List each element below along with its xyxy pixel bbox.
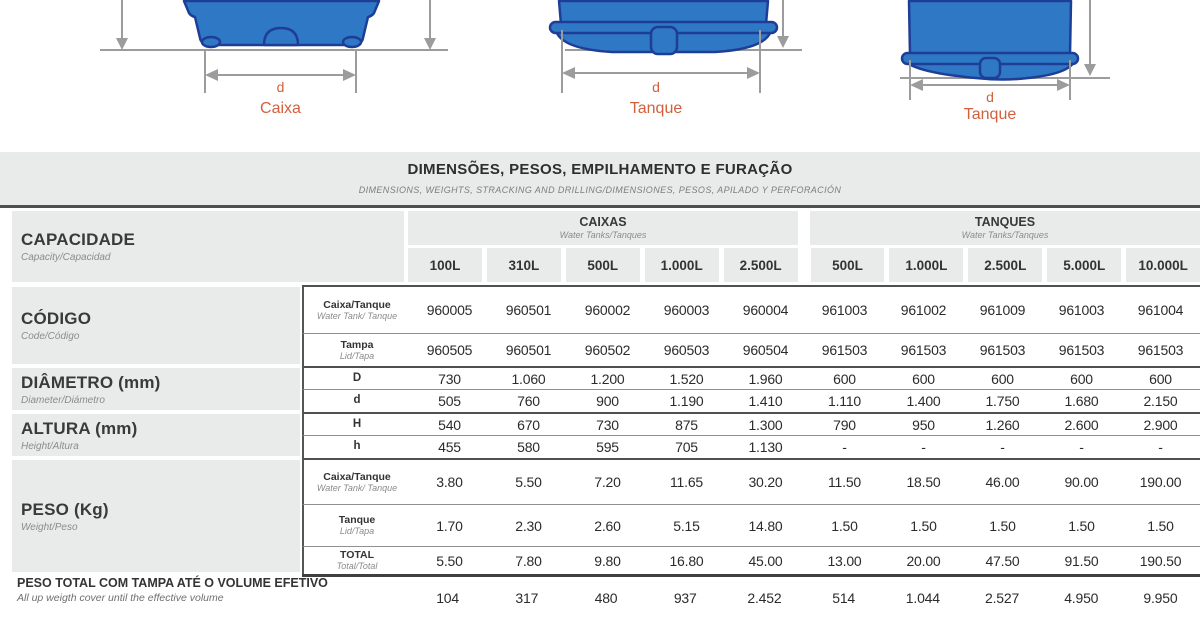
dimension-cell: 730 bbox=[438, 370, 461, 387]
dimension-cell: 455 bbox=[438, 439, 461, 455]
weight-cell: 5.50 bbox=[515, 474, 542, 490]
weight-cell: 13.00 bbox=[827, 552, 862, 569]
dimension-cell: 2.150 bbox=[1143, 393, 1178, 409]
weight-cell: 11.65 bbox=[670, 474, 703, 490]
section-subtitle: DIMENSIONS, WEIGHTS, STRACKING AND DRILLING/DIMENSIONES, PESOS, APILADO Y PERFORACIÓN bbox=[358, 185, 842, 195]
dimension-cell: 705 bbox=[675, 439, 698, 455]
total-weight-cell: 2.527 bbox=[985, 590, 1020, 606]
dimension-cell: 1.260 bbox=[985, 416, 1020, 433]
capacity-header-cell: 1.000L bbox=[889, 248, 963, 282]
total-weight-cell: 2.452 bbox=[747, 590, 782, 606]
weight-cell: 90.00 bbox=[1064, 474, 1099, 490]
weight-cell: 30.20 bbox=[748, 474, 783, 490]
row-sublabel: Caixa/Tanque Water Tank/ Tanque bbox=[316, 298, 398, 321]
code-cell: 960005 bbox=[426, 302, 473, 318]
total-weight-cell: 9.950 bbox=[1143, 590, 1178, 606]
row-peso-total bbox=[302, 546, 1200, 574]
capacity-header-cell: 2.500L bbox=[724, 248, 798, 282]
dimension-cell: 790 bbox=[833, 416, 856, 433]
weight-cell: 7.20 bbox=[594, 474, 621, 490]
row-altura-h bbox=[302, 435, 1200, 458]
row-sublabel: Caixa/Tanque Water Tank/ Tanque bbox=[316, 470, 398, 493]
row-values bbox=[410, 414, 1200, 435]
dimension-cell: 875 bbox=[675, 416, 698, 433]
group-label-altura: ALTURA (mm) Height/Altura bbox=[12, 414, 300, 456]
row-values bbox=[410, 436, 1200, 458]
row-sublabel: TOTAL Total/Total bbox=[336, 549, 378, 572]
dim-d-label: d bbox=[986, 89, 994, 105]
dim-d-label: d bbox=[652, 79, 660, 95]
weight-cell: 2.60 bbox=[594, 517, 621, 534]
code-cell: 960003 bbox=[663, 302, 710, 318]
row-sublabel: Tampa Lid/Tapa bbox=[339, 338, 375, 361]
code-cell: 960504 bbox=[742, 342, 789, 358]
row-values bbox=[410, 505, 1200, 546]
code-cell: 961009 bbox=[979, 302, 1026, 318]
weight-cell: 1.50 bbox=[910, 517, 937, 534]
row-sublabel: H bbox=[352, 417, 362, 430]
dimension-cell: 600 bbox=[1070, 370, 1093, 387]
code-cell: 960501 bbox=[505, 302, 552, 318]
code-cell: 961002 bbox=[900, 302, 947, 318]
total-weight-cell: 514 bbox=[832, 590, 855, 606]
weight-cell: 1.70 bbox=[436, 517, 463, 534]
row-diametro-d bbox=[302, 389, 1200, 412]
total-weight-cell: 1.044 bbox=[905, 590, 940, 606]
code-cell: 961003 bbox=[1058, 302, 1105, 318]
dim-d-label: d bbox=[276, 79, 285, 95]
weight-cell: 45.00 bbox=[748, 552, 783, 569]
row-values bbox=[410, 460, 1200, 504]
code-cell: 960002 bbox=[584, 302, 631, 318]
row-codigo-tampa bbox=[302, 333, 1200, 366]
caixa-body bbox=[184, 1, 379, 47]
code-cell: 961503 bbox=[1137, 342, 1184, 358]
weight-cell: 46.00 bbox=[985, 474, 1020, 490]
group-header-caixas: CAIXAS Water Tanks/Tanques bbox=[408, 211, 798, 245]
row-values bbox=[410, 547, 1200, 574]
group-label-peso: PESO (Kg) Weight/Peso bbox=[12, 460, 300, 572]
total-weight-cell: 317 bbox=[515, 590, 539, 606]
dimension-cell: 505 bbox=[438, 393, 461, 409]
dimension-cell: - bbox=[842, 439, 847, 455]
dimension-cell: - bbox=[1079, 439, 1084, 455]
capacity-header-cell: 500L bbox=[566, 248, 640, 282]
total-weight-cell: 480 bbox=[594, 590, 618, 606]
row-sublabel: D bbox=[352, 371, 362, 384]
dimension-cell: 600 bbox=[912, 370, 935, 387]
code-cell: 961003 bbox=[821, 302, 868, 318]
code-cell: 960502 bbox=[584, 342, 631, 358]
tanque-body bbox=[550, 1, 777, 54]
tank-name-label: Tanque bbox=[629, 100, 683, 117]
weight-cell: 1.50 bbox=[989, 517, 1016, 534]
weight-cell: 190.00 bbox=[1139, 474, 1182, 490]
dimension-cell: 760 bbox=[517, 393, 540, 409]
dimension-cell: 1.060 bbox=[511, 370, 546, 387]
capacity-header-cell: 10.000L bbox=[1126, 248, 1200, 282]
dimension-cell: 580 bbox=[517, 439, 540, 455]
dimension-cell: 1.130 bbox=[748, 439, 783, 455]
row-peso-tampa bbox=[302, 504, 1200, 546]
dimension-cell: 1.520 bbox=[669, 370, 704, 387]
weight-cell: 190.50 bbox=[1139, 552, 1182, 569]
row-codigo-caixa-tanque bbox=[302, 285, 1200, 333]
weight-cell: 91.50 bbox=[1064, 552, 1099, 569]
dimension-cell: 2.600 bbox=[1064, 416, 1099, 433]
weight-cell: 7.80 bbox=[515, 552, 542, 569]
weight-cell: 47.50 bbox=[985, 552, 1020, 569]
dimension-cell: 1.680 bbox=[1064, 393, 1099, 409]
row-values bbox=[410, 334, 1200, 366]
weight-cell: 16.80 bbox=[669, 552, 704, 569]
row-values bbox=[410, 368, 1200, 389]
capacity-header-cell: 2.500L bbox=[968, 248, 1042, 282]
tanque-body bbox=[902, 1, 1078, 80]
row-values bbox=[408, 577, 1200, 619]
code-cell: 961503 bbox=[821, 342, 868, 358]
row-sublabel: h bbox=[353, 440, 361, 453]
code-cell: 960505 bbox=[426, 342, 473, 358]
row-values bbox=[410, 390, 1200, 412]
code-cell: 960004 bbox=[742, 302, 789, 318]
weight-cell: 11.50 bbox=[828, 474, 861, 490]
weight-cell: 20.00 bbox=[906, 552, 941, 569]
footer-row-label: PESO TOTAL COM TAMPA ATÉ O VOLUME EFETIVO All up weigth cover until the effective volume bbox=[17, 576, 328, 604]
row-altura-H bbox=[302, 412, 1200, 435]
dimension-cell: 950 bbox=[912, 416, 935, 433]
dimension-cell: 600 bbox=[833, 370, 856, 387]
dimension-cell: 1.110 bbox=[828, 393, 861, 409]
row-peso-total-com-tampa bbox=[302, 574, 1200, 619]
total-weight-cell: 937 bbox=[673, 590, 697, 606]
row-sublabel: Tanque Lid/Tapa bbox=[338, 514, 376, 537]
dimension-cell: - bbox=[1158, 439, 1163, 455]
tank-diagrams bbox=[0, 0, 1200, 152]
capacity-header-row bbox=[408, 247, 1200, 285]
dimension-cell: 900 bbox=[596, 393, 619, 409]
code-cell: 961503 bbox=[979, 342, 1026, 358]
code-cell: 961004 bbox=[1137, 302, 1184, 318]
dimension-cell: - bbox=[1000, 439, 1005, 455]
dimension-cell: 600 bbox=[1149, 370, 1172, 387]
group-label-capacidade: CAPACIDADE Capacity/Capacidad bbox=[12, 211, 404, 282]
capacity-header-cell: 500L bbox=[811, 248, 885, 282]
weight-cell: 18.50 bbox=[906, 474, 941, 490]
dimension-cell: 1.300 bbox=[748, 416, 783, 433]
total-weight-cell: 4.950 bbox=[1064, 590, 1099, 606]
dimension-cell: 1.200 bbox=[590, 370, 625, 387]
capacity-header-cell: 100L bbox=[408, 248, 482, 282]
row-sublabel: d bbox=[353, 394, 361, 407]
dimension-cell: 600 bbox=[991, 370, 1014, 387]
section-title: DIMENSÕES, PESOS, EMPILHAMENTO E FURAÇÃO bbox=[407, 161, 793, 178]
weight-cell: 5.15 bbox=[673, 517, 700, 534]
weight-cell: 1.50 bbox=[1068, 517, 1095, 534]
dimension-cell: 1.400 bbox=[906, 393, 941, 409]
group-label-diametro: DIÂMETRO (mm) Diameter/Diámetro bbox=[12, 368, 300, 410]
dimension-cell: 730 bbox=[596, 416, 619, 433]
dimension-cell: 1.410 bbox=[748, 393, 783, 409]
weight-cell: 5.50 bbox=[436, 552, 463, 569]
group-label-codigo: CÓDIGO Code/Código bbox=[12, 287, 300, 364]
dimension-cell: 1.960 bbox=[748, 370, 783, 387]
dimension-cell: - bbox=[921, 439, 926, 455]
table-group-header-row bbox=[408, 208, 1200, 247]
weight-cell: 1.50 bbox=[831, 517, 858, 534]
total-weight-cell: 104 bbox=[436, 590, 459, 606]
weight-cell: 9.80 bbox=[594, 552, 621, 569]
code-cell: 961503 bbox=[900, 342, 947, 358]
dimension-cell: 540 bbox=[438, 416, 461, 433]
code-cell: 961503 bbox=[1058, 342, 1105, 358]
row-values bbox=[410, 287, 1200, 333]
code-cell: 960503 bbox=[663, 342, 710, 358]
row-peso-caixa-tanque bbox=[302, 458, 1200, 504]
capacity-header-cell: 310L bbox=[487, 248, 561, 282]
dimension-cell: 670 bbox=[517, 416, 540, 433]
code-cell: 960501 bbox=[505, 342, 552, 358]
weight-cell: 3.80 bbox=[436, 474, 463, 490]
row-diametro-D bbox=[302, 366, 1200, 389]
capacity-header-cell: 1.000L bbox=[645, 248, 719, 282]
dimension-cell: 2.900 bbox=[1143, 416, 1178, 433]
group-header-tanques: TANQUES Water Tanks/Tanques bbox=[810, 211, 1200, 245]
dimension-cell: 1.190 bbox=[669, 393, 704, 409]
section-title-bar bbox=[0, 152, 1200, 208]
weight-cell: 14.80 bbox=[748, 517, 783, 534]
weight-cell: 2.30 bbox=[515, 517, 542, 534]
spec-table bbox=[0, 208, 1200, 606]
tank-name-label: Caixa bbox=[260, 100, 301, 117]
dimension-cell: 1.750 bbox=[985, 393, 1020, 409]
dimension-cell: 595 bbox=[596, 439, 619, 455]
tank-name-label: Tanque bbox=[963, 106, 1017, 123]
weight-cell: 1.50 bbox=[1147, 517, 1174, 534]
capacity-header-cell: 5.000L bbox=[1047, 248, 1121, 282]
